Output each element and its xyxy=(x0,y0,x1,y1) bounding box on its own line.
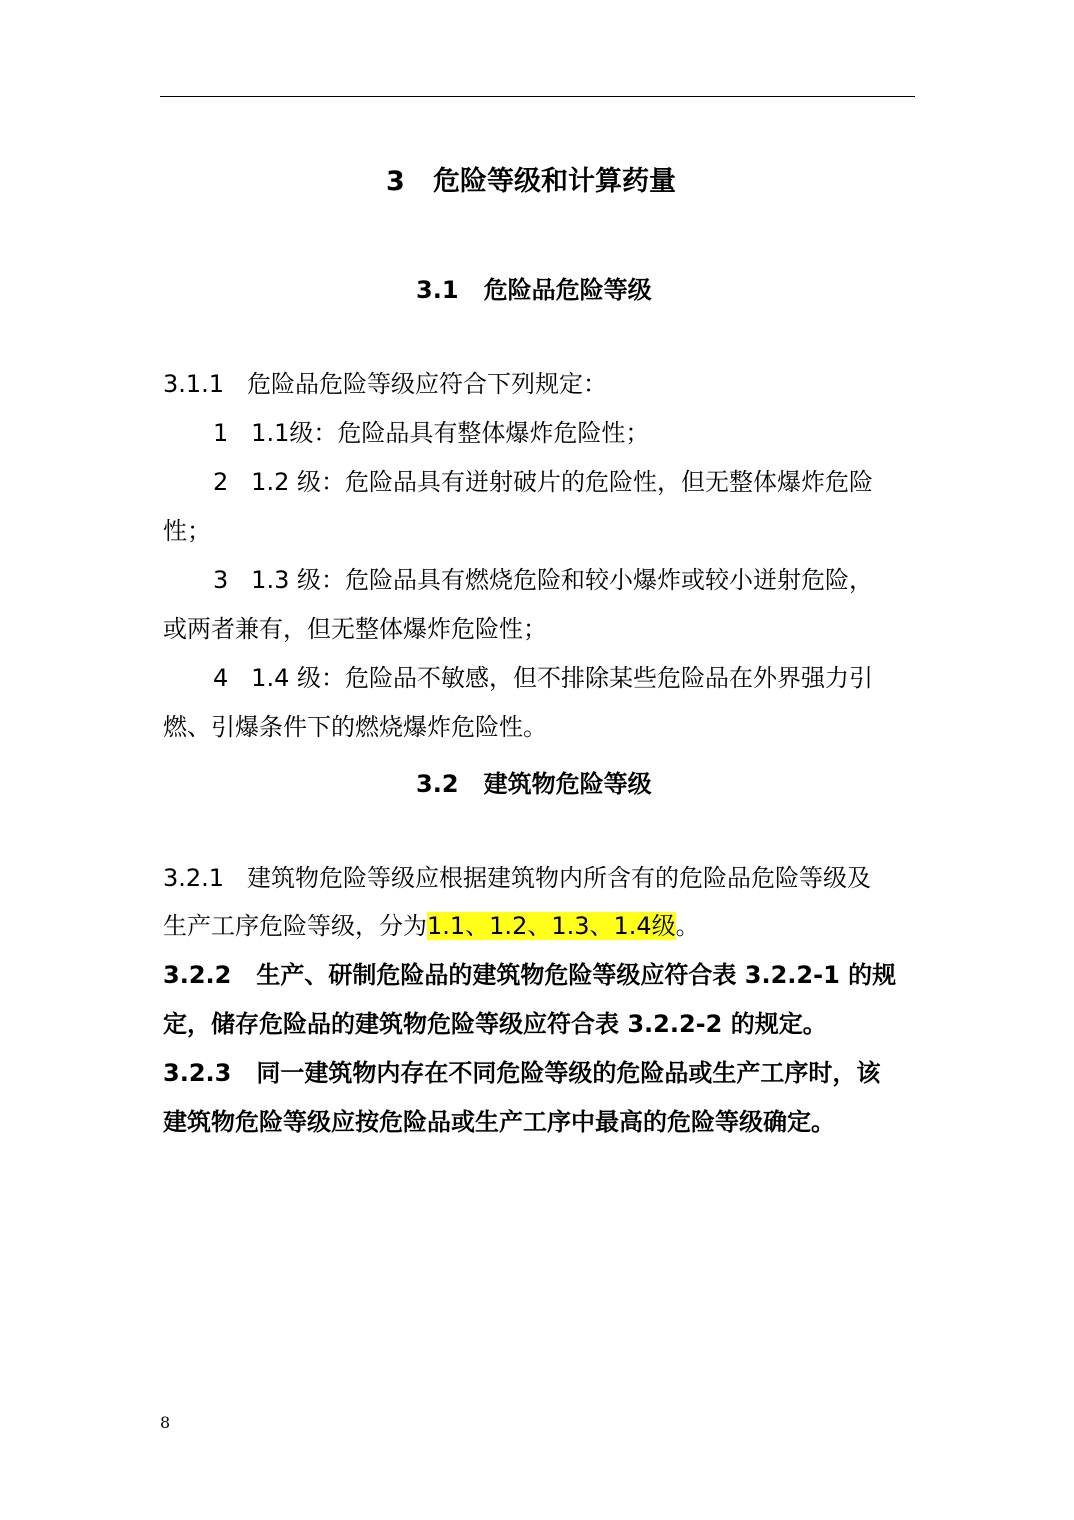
list-item-2 xyxy=(213,466,873,498)
header-rule xyxy=(160,96,915,97)
clause-3-2-3 xyxy=(163,1057,880,1089)
chapter-number: 3 xyxy=(386,166,405,197)
clause-3-1-1 xyxy=(163,368,607,400)
list-item-4 xyxy=(213,662,873,694)
clause-number: 3.2.2 xyxy=(163,961,232,989)
clause-3-2-3-cont xyxy=(163,1106,835,1138)
clause-3-2-2 xyxy=(163,959,896,991)
page-number: 8 xyxy=(160,1413,171,1432)
item-text: 1.3 级：危险品具有燃烧危险和较小爆炸或较小迸射危险， xyxy=(251,566,873,594)
clause-text: 危险品危险等级应符合下列规定： xyxy=(246,370,607,398)
clause-text: 生产、研制危险品的建筑物危险等级应符合表 3.2.2-1 的规 xyxy=(256,961,897,989)
section-number: 3.1 xyxy=(416,276,459,304)
item-number: 4 xyxy=(213,664,229,692)
clause-text-end: 。 xyxy=(675,912,700,940)
item-text: 1.2 级：危险品具有迸射破片的危险性，但无整体爆炸危险 xyxy=(251,468,873,496)
item-number: 1 xyxy=(213,419,229,447)
clause-number: 3.1.1 xyxy=(163,370,225,398)
clause-3-2-2-cont xyxy=(163,1008,827,1040)
clause-text: 生产工序危险等级，分为 xyxy=(163,912,427,940)
clause-text: 建筑物危险等级应按危险品或生产工序中最高的危险等级确定。 xyxy=(163,1108,835,1136)
item-number: 3 xyxy=(213,566,229,594)
item-text: 1.1级：危险品具有整体爆炸危险性； xyxy=(251,419,650,447)
clause-3-2-1 xyxy=(163,862,871,894)
item-text: 燃、引爆条件下的燃烧爆炸危险性。 xyxy=(163,713,547,741)
clause-number: 3.2.1 xyxy=(163,864,225,892)
section-title: 建筑物危险等级 xyxy=(483,770,652,798)
list-item-3 xyxy=(213,564,873,596)
item-text: 或两者兼有，但无整体爆炸危险性； xyxy=(163,615,547,643)
section-heading-3-2 xyxy=(416,768,652,800)
clause-text: 建筑物危险等级应根据建筑物内所含有的危险品危险等级及 xyxy=(246,864,871,892)
highlighted-text: 1.1、1.2、1.3、1.4级 xyxy=(427,912,676,940)
chapter-title xyxy=(386,166,676,198)
list-item-3-cont xyxy=(163,613,547,645)
section-number: 3.2 xyxy=(416,770,459,798)
item-number: 2 xyxy=(213,468,229,496)
list-item-2-cont xyxy=(163,515,211,547)
section-heading-3-1 xyxy=(416,274,652,306)
list-item-1 xyxy=(213,417,649,449)
chapter-title-text: 危险等级和计算药量 xyxy=(433,166,676,197)
clause-text: 定，储存危险品的建筑物危险等级应符合表 3.2.2-2 的规定。 xyxy=(163,1010,827,1038)
section-title: 危险品危险等级 xyxy=(483,276,652,304)
list-item-4-cont xyxy=(163,711,547,743)
item-text: 1.4 级：危险品不敏感，但不排除某些危险品在外界强力引 xyxy=(251,664,873,692)
clause-3-2-1-cont xyxy=(163,910,700,942)
clause-text: 同一建筑物内存在不同危险等级的危险品或生产工序时，该 xyxy=(256,1059,881,1087)
item-text: 性； xyxy=(163,517,211,545)
clause-number: 3.2.3 xyxy=(163,1059,232,1087)
